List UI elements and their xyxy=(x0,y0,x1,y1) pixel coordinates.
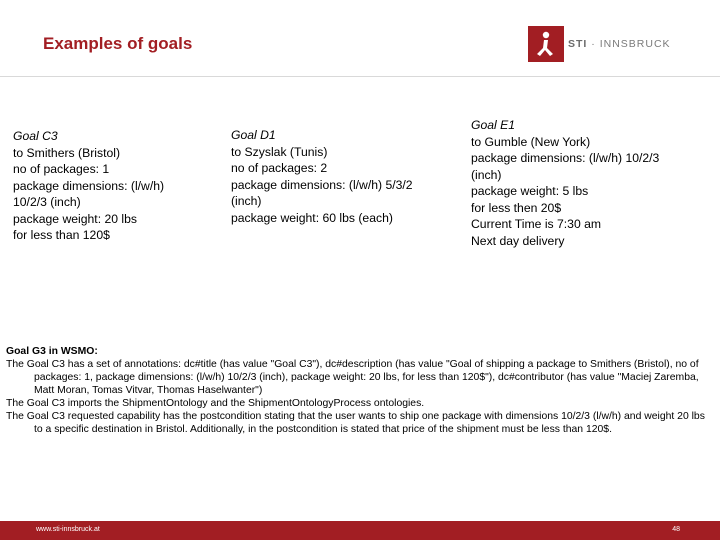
footer-url: www.sti-innsbruck.at xyxy=(36,526,100,533)
wsmo-paragraph-imports: The Goal C3 imports the ShipmentOntology and the ShipmentOntologyProcess ontologies. xyxy=(6,398,425,409)
goal-d1-line: (inch) xyxy=(231,194,262,208)
page-number: 48 xyxy=(672,526,680,533)
logo-innsbruck: INNSBRUCK xyxy=(599,38,671,50)
sti-innsbruck-logo xyxy=(528,26,688,62)
goal-d1-line: package dimensions: (l/w/h) 5/3/2 xyxy=(231,177,413,192)
goal-e1-line: to Gumble (New York) xyxy=(471,134,591,149)
goal-e1-block xyxy=(471,117,659,249)
slide-title: Examples of goals xyxy=(43,34,193,53)
goal-e1-line: package weight: 5 lbs xyxy=(471,184,589,198)
footer-bar xyxy=(0,521,720,540)
logo-mark-icon xyxy=(528,26,564,62)
wsmo-heading: Goal G3 in WSMO: xyxy=(6,346,98,357)
goal-d1-block xyxy=(231,127,413,226)
goal-d1-line: no of packages: 2 xyxy=(231,161,328,175)
goal-c3-line: 10/2/3 (inch) xyxy=(13,195,81,209)
goal-d1-line: package weight: 60 lbs (each) xyxy=(231,210,393,225)
wsmo-paragraph-capability: The Goal C3 requested capability has the postcondition stating that the user wants to ship one package with dimensions 10/2/3 (l/w/h) and weight 20 lbs to a specific destination in Bristol. Additionally, in the postcondition is stated that price of the shipment must be less than 120$. xyxy=(6,411,705,435)
goal-c3-line: to Smithers (Bristol) xyxy=(13,145,120,160)
goal-e1-line: Next day delivery xyxy=(471,233,565,248)
goal-c3-line: package weight: 20 lbs xyxy=(13,211,137,226)
goal-c3-line: package dimensions: (l/w/h) xyxy=(13,178,165,193)
goal-e1-line: (inch) xyxy=(471,167,502,182)
goal-e1-line: for less then 20$ xyxy=(471,200,562,215)
goal-d1-name: Goal D1 xyxy=(231,128,276,142)
wsmo-description xyxy=(6,345,711,436)
goal-c3-line: for less than 120$ xyxy=(13,228,110,242)
logo-separator: · xyxy=(587,38,600,50)
goal-e1-name: Goal E1 xyxy=(471,118,516,132)
logo-sti: STI xyxy=(568,38,588,50)
goal-c3-line: no of packages: 1 xyxy=(13,162,110,176)
header-divider xyxy=(0,76,720,77)
goal-e1-line: Current Time is 7:30 am xyxy=(471,217,602,231)
goal-d1-line: to Szyslak (Tunis) xyxy=(231,144,328,159)
goal-c3-name: Goal C3 xyxy=(13,129,58,143)
logo-wordmark xyxy=(568,38,671,50)
goal-e1-line: package dimensions: (l/w/h) 10/2/3 xyxy=(471,151,660,165)
wsmo-paragraph-annotations: The Goal C3 has a set of annotations: dc#title (has value "Goal C3"), dc#description (has value "Goal of shipping a package to Smithers (Bristol), no of packages: 1, package dimensions: (l/w/h) 10/2/3 (inch), package weight: 20 lbs, for less than 120$"), dc#contributor (has value "Maciej Zaremba, Matt Moran, Tomas Vitvar, Thomas Haselwanter") xyxy=(6,359,699,396)
goal-c3-block xyxy=(13,128,164,244)
